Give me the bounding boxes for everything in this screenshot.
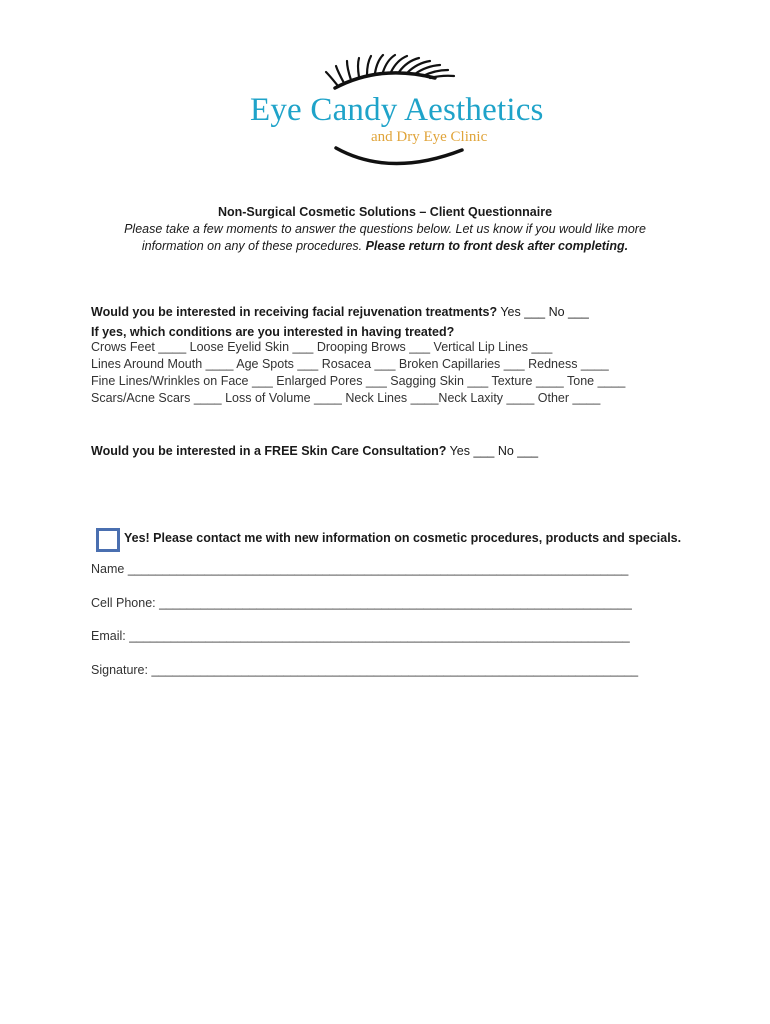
clinic-logo (230, 50, 544, 175)
name-field[interactable]: Name ________________________________________________________________________ (91, 562, 629, 576)
instructions-text: Please take a few moments to answer the questions below. Let us know if you would like more information on any of these procedures. (124, 222, 646, 253)
conditions-row[interactable]: Crows Feet ____ Loose Eyelid Skin ___ Drooping Brows ___ Vertical Lip Lines ___ (91, 340, 553, 354)
yes-no-blanks[interactable]: Yes ___ No ___ (446, 444, 539, 458)
brand-name: Eye Candy Aesthetics (250, 92, 544, 128)
contact-optin-checkbox[interactable] (96, 528, 120, 552)
form-instructions (110, 221, 660, 255)
form-title: Non-Surgical Cosmetic Solutions – Client Questionnaire (217, 205, 553, 219)
signature-field[interactable]: Signature: ______________________________________________________________________ (91, 663, 639, 677)
brand-subtitle: and Dry Eye Clinic (371, 129, 488, 145)
question-facial-rejuvenation (91, 305, 589, 319)
contact-optin-label: Yes! Please contact me with new information on cosmetic procedures, products and specials. (124, 531, 682, 545)
question-label: Would you be interested in a FREE Skin Care Consultation? (91, 444, 447, 458)
question-label: Would you be interested in receiving facial rejuvenation treatments? (91, 305, 498, 319)
yes-no-blanks[interactable]: Yes ___ No ___ (497, 305, 589, 319)
conditions-question: If yes, which conditions are you interested in having treated? (91, 325, 455, 339)
cell-phone-field[interactable]: Cell Phone: ____________________________________________________________________ (91, 596, 632, 610)
question-skin-consultation (91, 444, 538, 458)
return-instruction: Please return to front desk after completing. (365, 239, 629, 253)
conditions-row[interactable]: Fine Lines/Wrinkles on Face ___ Enlarged Pores ___ Sagging Skin ___ Texture ____ Tone ____ (91, 374, 626, 388)
conditions-row[interactable]: Lines Around Mouth ____ Age Spots ___ Rosacea ___ Broken Capillaries ___ Redness ____ (91, 357, 609, 371)
email-field[interactable]: Email: ________________________________________________________________________ (91, 629, 630, 643)
conditions-row[interactable]: Scars/Acne Scars ____ Loss of Volume ____ Neck Lines ____Neck Laxity ____ Other ____ (91, 391, 601, 405)
